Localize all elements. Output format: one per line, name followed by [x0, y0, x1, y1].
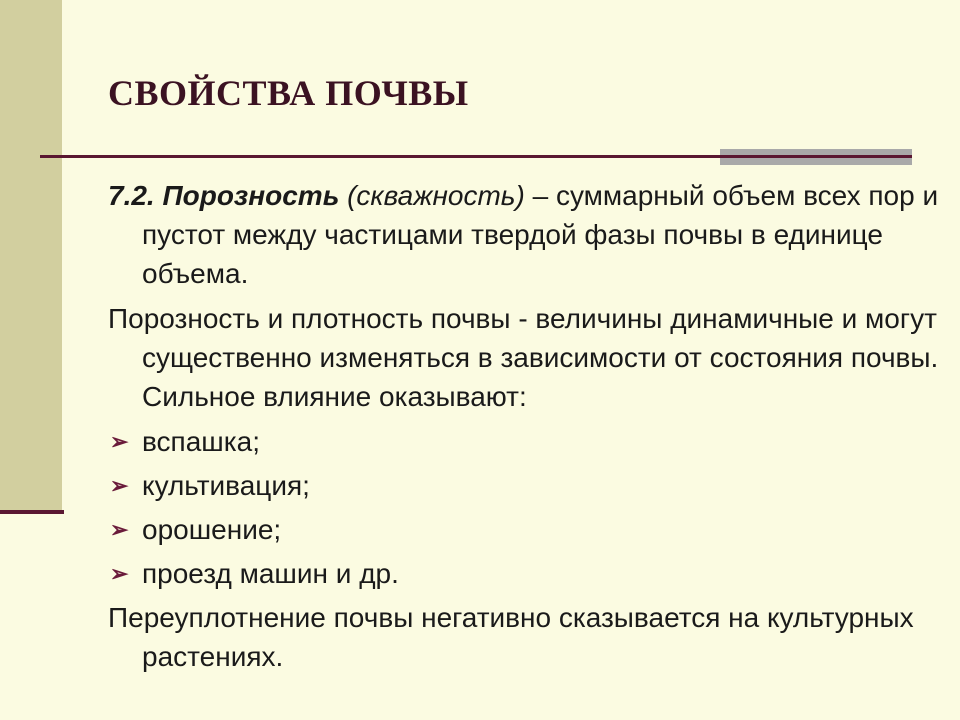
- list-item: [108, 422, 948, 466]
- title-divider-accent: [720, 149, 912, 165]
- arrow-bullet-icon: ➢: [110, 561, 129, 586]
- list-item: [108, 510, 948, 554]
- list-item-label: вспашка;: [142, 426, 260, 457]
- list-item-label: проезд машин и др.: [142, 558, 399, 589]
- list-item-label: культивация;: [142, 470, 310, 501]
- definition-paragraph: [108, 176, 948, 293]
- arrow-bullet-icon: ➢: [110, 429, 129, 454]
- side-band: [0, 0, 62, 512]
- list-item-label: орошение;: [142, 514, 282, 545]
- list-item: [108, 466, 948, 510]
- list-item: [108, 554, 948, 598]
- dynamics-paragraph: Порозность и плотность почвы - величины динамичные и могут существенно изменяться в зависимости от состояния почвы. Сильное влияние оказывают:: [108, 303, 939, 412]
- arrow-bullet-icon: ➢: [110, 473, 129, 498]
- definition-text: – суммарный объем всех пор и пустот между частицами твердой фазы почвы в единице объема.: [142, 180, 939, 289]
- influence-list: [108, 422, 948, 598]
- slide-title: СВОЙСТВА ПОЧВЫ: [108, 73, 469, 113]
- definition-synonym: (скважность): [347, 180, 525, 211]
- arrow-bullet-icon: ➢: [110, 517, 129, 542]
- definition-term: 7.2. Порозность: [108, 180, 340, 211]
- conclusion-paragraph: Переуплотнение почвы негативно сказывается на культурных растениях.: [108, 602, 914, 672]
- slide-content: [108, 176, 948, 682]
- side-band-underline: [0, 510, 64, 514]
